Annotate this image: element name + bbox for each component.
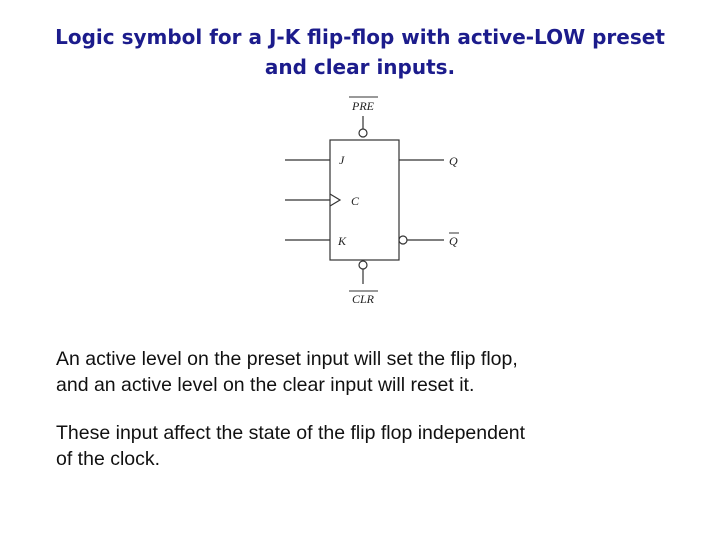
clock-independence-description-line-1: These input affect the state of the flip flop independent [56,422,526,444]
k-input-label: K [338,234,347,248]
j-input-label: J [339,153,345,167]
qbar-output-label: Q [449,234,458,248]
preset-label: PRE [352,99,374,113]
clear-label: CLR [351,292,375,306]
preset-clear-description-line-2: and an active level on the clear input will reset it. [56,374,475,396]
qbar-inversion-bubble [399,236,407,244]
clock-independence-description [56,420,676,472]
preset-clear-description-line-1: An active level on the preset input will set the flip flop, [56,348,518,370]
slide-title-line-2: and clear inputs. [264,55,456,79]
q-output-label: Q [449,154,458,168]
slide-title-line-1: Logic symbol for a J-K flip-flop with active-LOW preset [55,25,665,49]
clock-independence-description-line-2: of the clock. [56,448,161,470]
preset-inversion-bubble [359,129,367,137]
clock-input-label: C [351,194,360,208]
preset-clear-description [56,346,676,398]
clear-inversion-bubble [359,261,367,269]
